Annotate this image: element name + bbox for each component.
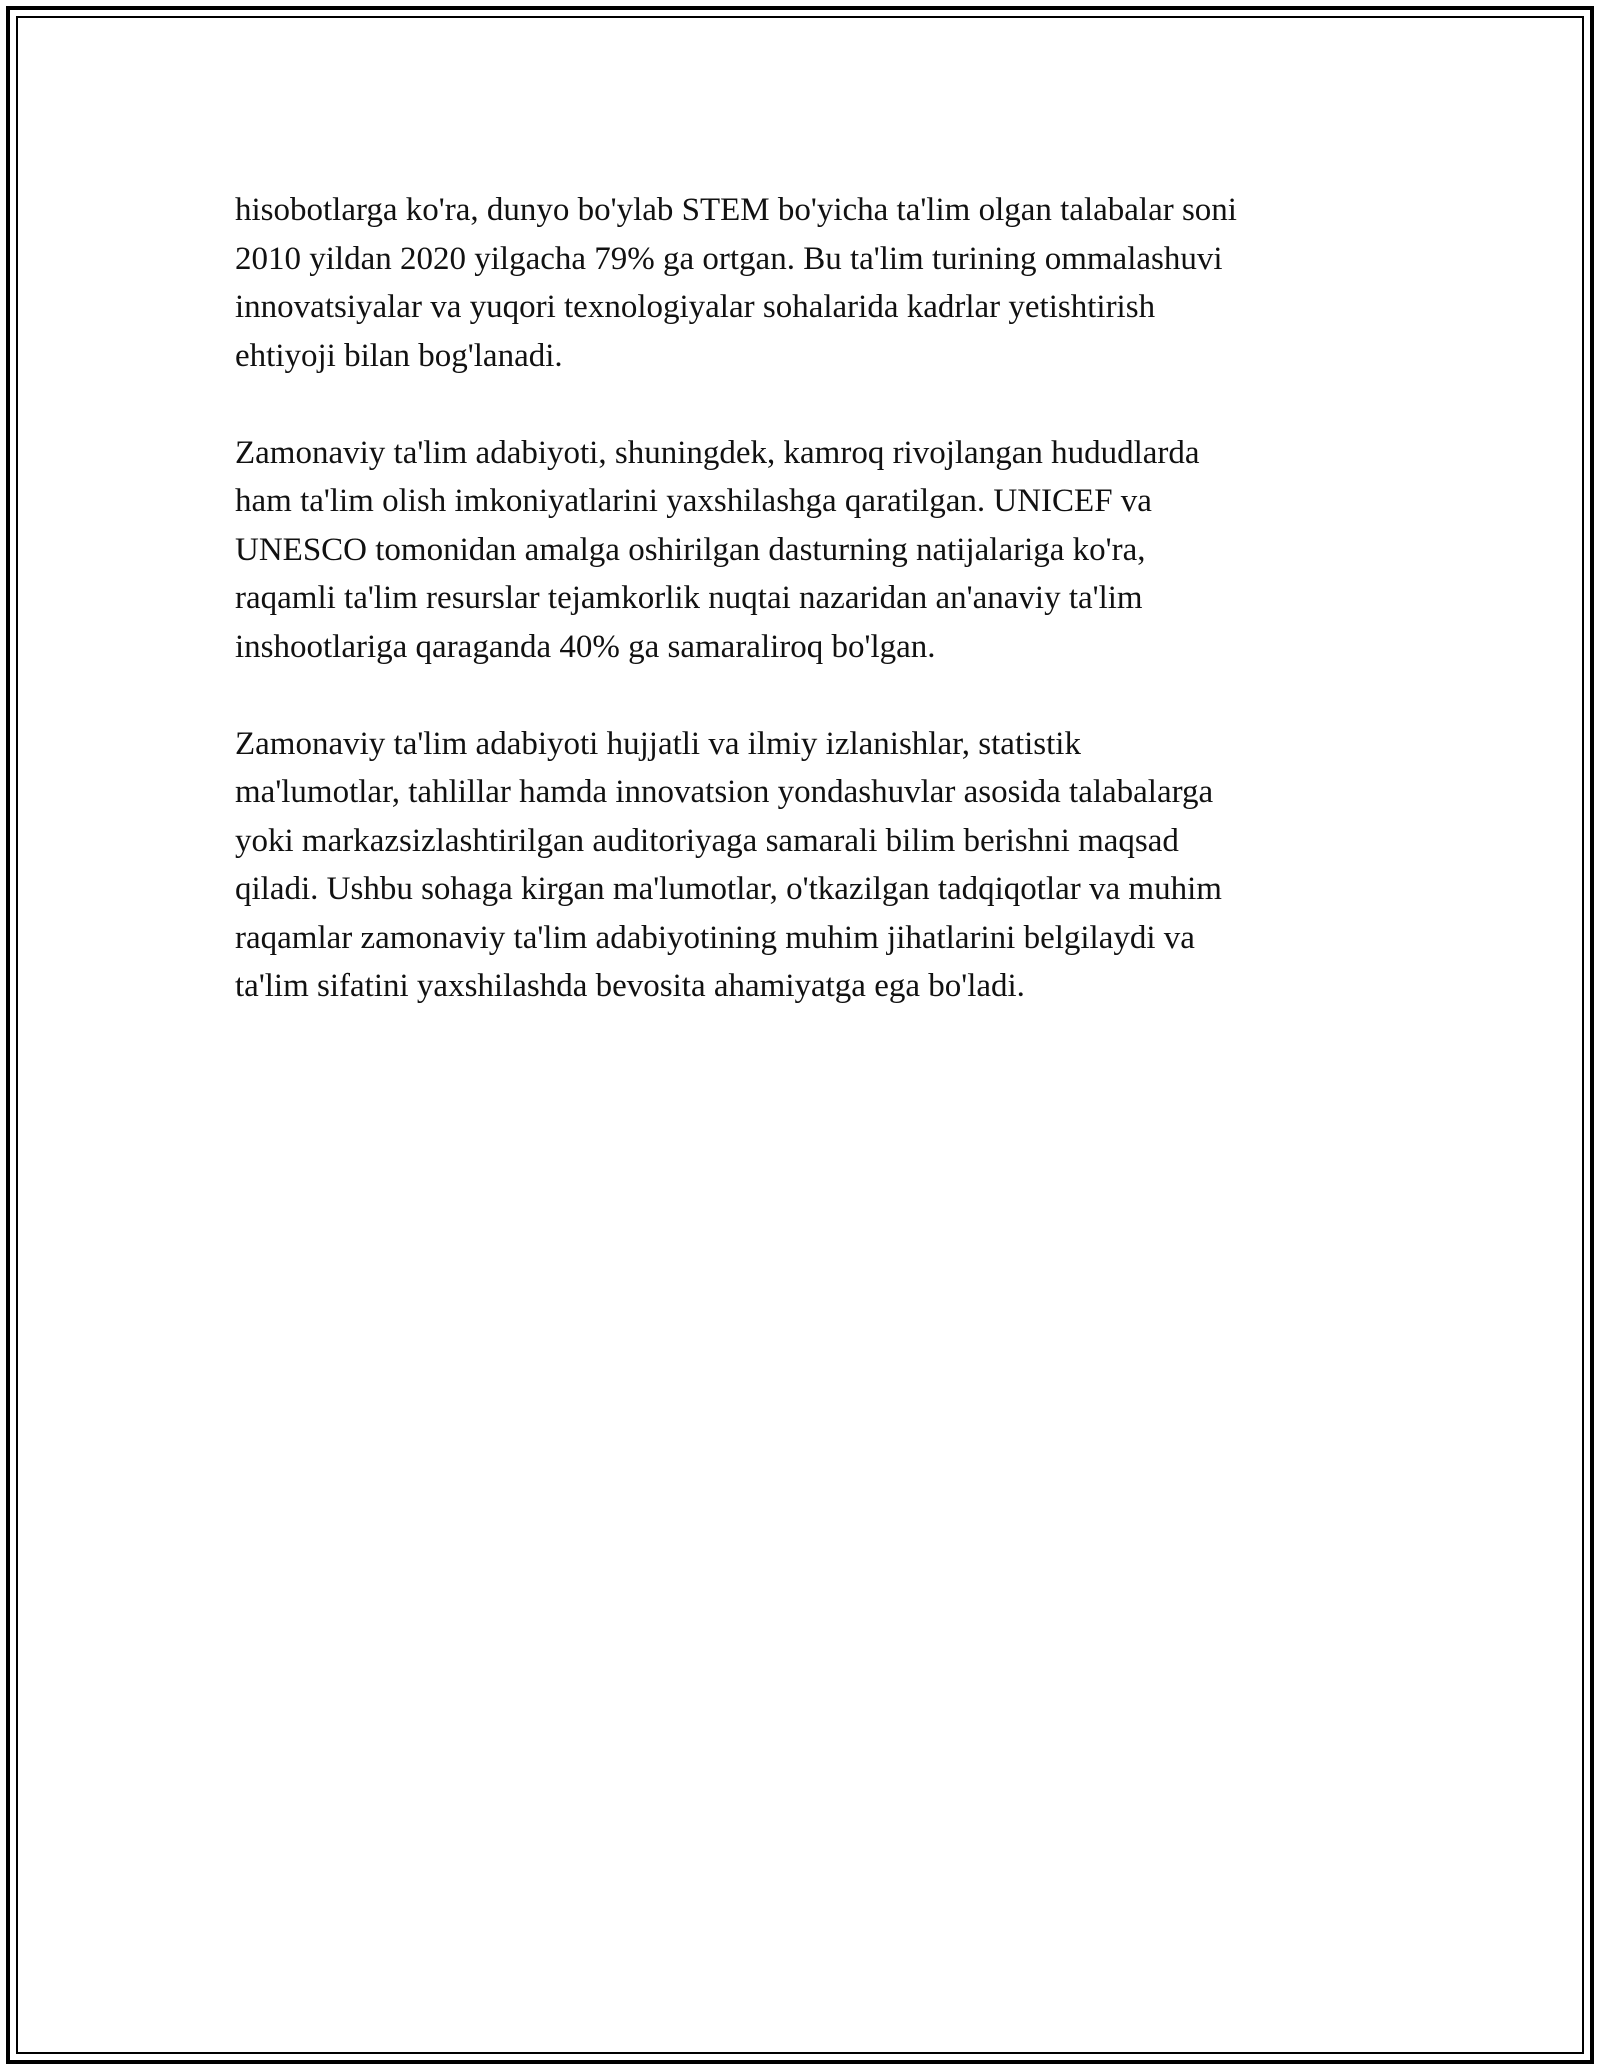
paragraph-access-improvement bbox=[235, 429, 1375, 672]
text-line: ta'lim sifatini yaxshilashda bevosita ahamiyatga ega bo'ladi. bbox=[235, 968, 1025, 1004]
text-line: Zamonaviy ta'lim adabiyoti, shuningdek, kamroq rivojlangan hududlarda bbox=[235, 434, 1200, 471]
paragraph-conclusion bbox=[235, 720, 1375, 1011]
text-line: ham ta'lim olish imkoniyatlarini yaxshilashga qaratilgan. UNICEF va bbox=[235, 483, 1152, 519]
text-line: ehtiyoji bilan bog'lanadi. bbox=[235, 337, 563, 374]
document-body bbox=[235, 186, 1375, 1059]
text-line: innovatsiyalar va yuqori texnologiyalar sohalarida kadrlar yetishtirish bbox=[235, 289, 1156, 325]
text-line: ma'lumotlar, tahlillar hamda innovatsion yondashuvlar asosida talabalarga bbox=[235, 774, 1214, 810]
text-line: raqamli ta'lim resurslar tejamkorlik nuqtai nazaridan an'anaviy ta'lim bbox=[235, 580, 1143, 616]
text-line: Zamonaviy ta'lim adabiyoti hujjatli va ilmiy izlanishlar, statistik bbox=[235, 725, 1081, 762]
text-line: UNESCO tomonidan amalga oshirilgan dasturning natijalariga ko'ra, bbox=[235, 531, 1146, 568]
text-line: hisobotlarga ko'ra, dunyo bo'ylab STEM bo'yicha ta'lim olgan talabalar soni bbox=[235, 192, 1237, 228]
text-line: qiladi. Ushbu sohaga kirgan ma'lumotlar, o'tkazilgan tadqiqotlar va muhim bbox=[235, 871, 1222, 907]
text-line: yoki markazsizlashtirilgan auditoriyaga samarali bilim berishni maqsad bbox=[235, 822, 1179, 859]
paragraph-stem-statistics bbox=[235, 186, 1375, 380]
text-line: inshootlariga qaraganda 40% ga samaraliroq bo'lgan. bbox=[235, 628, 936, 665]
text-line: raqamlar zamonaviy ta'lim adabiyotining muhim jihatlarini belgilaydi va bbox=[235, 919, 1195, 956]
text-line: 2010 yildan 2020 yilgacha 79% ga ortgan. Bu ta'lim turining ommalashuvi bbox=[235, 240, 1223, 277]
